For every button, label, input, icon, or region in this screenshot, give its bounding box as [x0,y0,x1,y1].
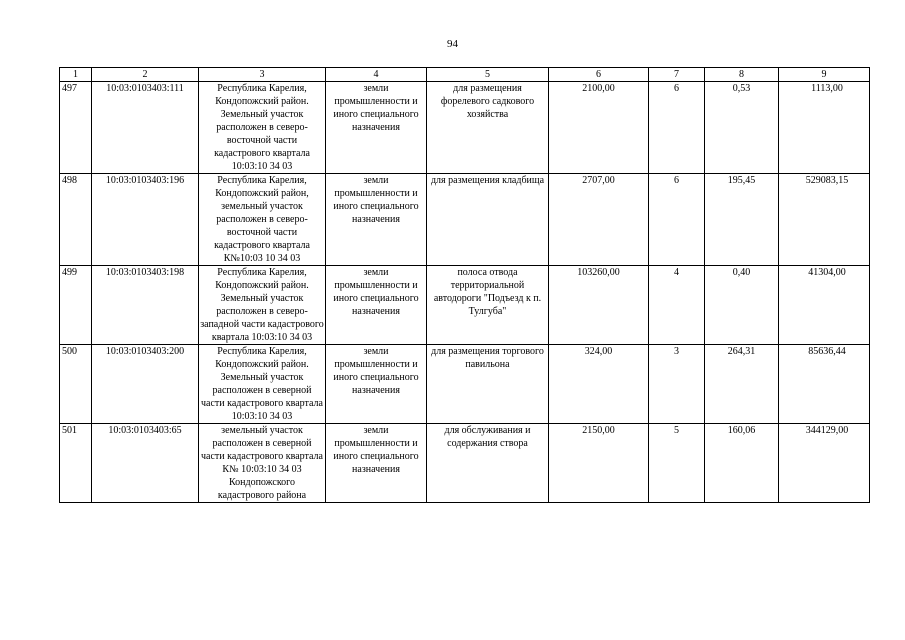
cadastral-number-cell: 10:03:0103403:200 [92,345,199,424]
table-row [60,424,870,503]
land-category-cell: земли промышленности и иного специального назначения [326,174,427,266]
table-row [60,174,870,266]
page-number: 94 [447,38,458,50]
permitted-use-cell: для обслуживания и содержания створа [427,424,549,503]
table-row [60,345,870,424]
value-cell: 85636,44 [779,345,870,424]
rate-cell: 160,06 [705,424,779,503]
rate-cell: 264,31 [705,345,779,424]
rate-cell: 0,53 [705,82,779,174]
group-cell: 3 [649,345,705,424]
column-number-row [60,68,870,82]
land-category-cell: земли промышленности и иного специального назначения [326,82,427,174]
group-cell: 6 [649,174,705,266]
column-header: 5 [427,68,549,82]
table-row [60,82,870,174]
location-cell: Республика Карелия, Кондопожский район. Земельный участок расположен в северной части кадастрового квартала 10:03:10 34 03 [199,345,326,424]
location-cell: Республика Карелия, Кондопожский район. Земельный участок расположен в северо-западной части кадастрового квартала 10:03:10 34 03 [200,267,324,343]
land-plots-table [59,67,870,503]
group-cell: 4 [649,266,705,345]
location-cell: Республика Карелия, Кондопожский район, земельный участок расположен в северо-восточной части кадастрового квартала К№10:03 10 34 03 [199,174,326,266]
column-header: 6 [549,68,649,82]
group-cell: 5 [649,424,705,503]
permitted-use-cell: полоса отвода территориальной автодороги "Подъезд к п. Тулгуба" [427,266,549,345]
row-number-cell: 499 [60,266,92,345]
value-cell: 344129,00 [779,424,870,503]
area-cell: 2150,00 [549,424,649,503]
column-header: 8 [705,68,779,82]
column-header: 2 [92,68,199,82]
permitted-use-cell: для размещения торгового павильона [427,345,549,424]
column-header: 1 [60,68,92,82]
permitted-use-cell: для размещения форелевого садкового хозяйства [427,82,549,174]
area-cell: 2100,00 [549,82,649,174]
table-row [60,266,870,345]
row-number-cell: 498 [60,174,92,266]
cadastral-number-cell: 10:03:0103403:198 [92,266,199,345]
cadastral-number-cell: 10:03:0103403:111 [92,82,199,174]
row-number-cell: 501 [60,424,92,503]
column-header: 3 [199,68,326,82]
value-cell: 41304,00 [779,266,870,345]
land-category-cell: земли промышленности и иного специального назначения [326,424,427,503]
cadastral-number-cell: 10:03:0103403:65 [92,424,199,503]
column-header: 7 [649,68,705,82]
column-header: 9 [779,68,870,82]
column-header: 4 [326,68,427,82]
rate-cell: 0,40 [705,266,779,345]
cadastral-number-cell: 10:03:0103403:196 [92,174,199,266]
location-cell: Республика Карелия, Кондопожский район. Земельный участок расположен в северо-восточной части кадастрового квартала 10:03:10 34 03 [199,82,326,174]
permitted-use-cell: для размещения кладбища [427,174,549,266]
group-cell: 6 [649,82,705,174]
value-cell: 1113,00 [779,82,870,174]
area-cell: 103260,00 [549,266,649,345]
rate-cell: 195,45 [705,174,779,266]
land-category-cell: земли промышленности и иного специального назначения [326,266,427,345]
value-cell: 529083,15 [779,174,870,266]
area-cell: 324,00 [549,345,649,424]
land-category-cell: земли промышленности и иного специального назначения [326,345,427,424]
location-cell: земельный участок расположен в северной части кадастрового квартала К№ 10:03:10 34 03 Кондопожского кадастрового района [199,424,326,503]
row-number-cell: 500 [60,345,92,424]
area-cell: 2707,00 [549,174,649,266]
row-number-cell: 497 [60,82,92,174]
